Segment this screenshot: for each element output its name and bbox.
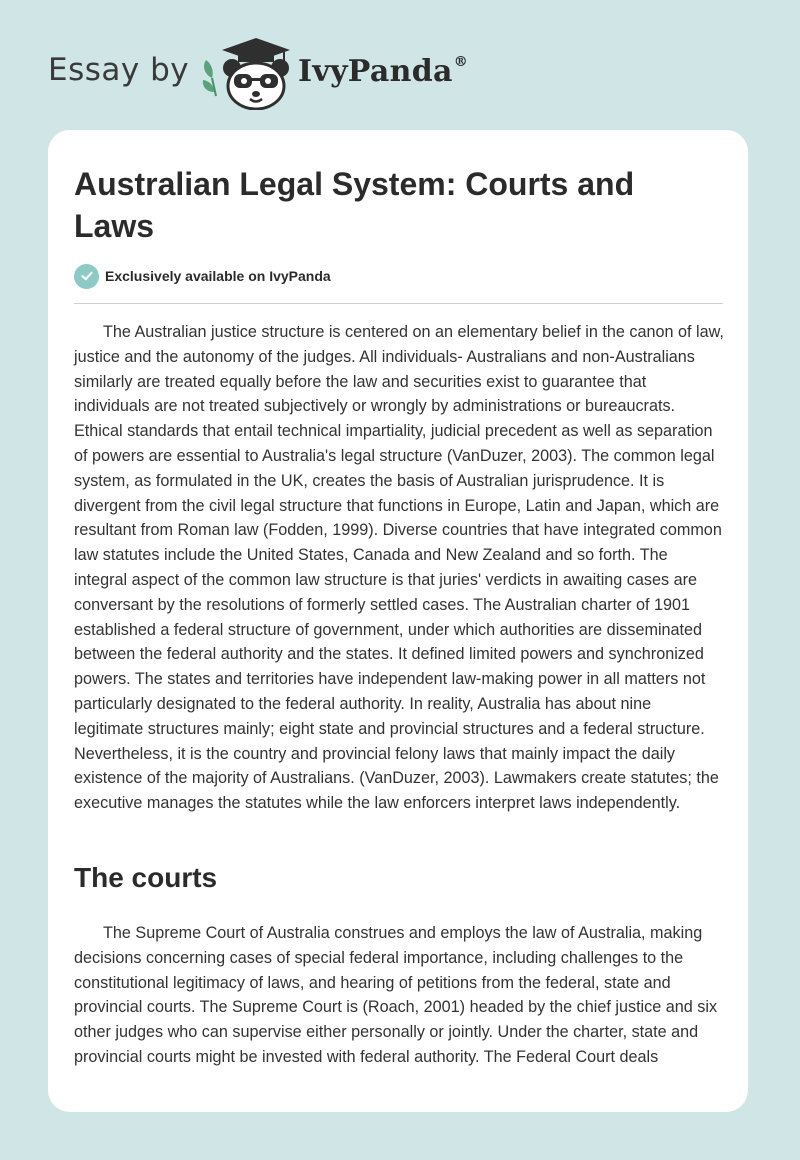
brand-prefix: Essay by [48, 52, 190, 88]
registered-mark: ® [453, 54, 469, 70]
brand-name[interactable] [298, 54, 468, 89]
panda-graduate-logo-icon[interactable] [200, 34, 294, 110]
section-heading: The courts [74, 862, 218, 893]
check-icon [74, 264, 99, 289]
divider [74, 303, 723, 304]
brand-name-text[interactable]: IvyPanda [298, 54, 453, 89]
exclusive-badge [74, 263, 331, 289]
article-card [48, 130, 748, 1112]
site-header [0, 0, 800, 130]
exclusive-label: Exclusively available on IvyPanda [105, 268, 331, 284]
article-title: Australian Legal System: Courts and Laws [74, 166, 635, 244]
article-paragraph: The Australian justice structure is centered on an elementary belief in the canon of law, justice and the autonomy of the judges. All individuals- Australians and non-Australians similarly are treated equally before the law and securities exist to guarantee that individuals are not treated subjectively or wrongly by administrations or bureaucrats. Ethical standards that entail technical impartiality, judicial precedent as well as separation of powers are essential to Australia's legal structure (VanDuzer, 2003). The common legal system, as formulated in the UK, creates the basis of Australian jurisprudence. It is divergent from the civil legal structure that functions in Europe, Latin and Japan, which are resultant from Roman law (Fodden, 1999). Diverse countries that have integrated common law statutes include the United States, Canada and New Zealand and so forth. The integral aspect of the common law structure is that juries' verdicts in awaiting cases are conversant by the resolutions of formerly settled cases. The Australian charter of 1901 established a federal structure of government, under which authorities are disseminated between the federal authority and the states. It defined limited powers and synchronized powers. The states and territories have independent law-making power in all matters not particularly designated to the federal authority. In reality, Australia has about nine legitimate structures mainly; eight state and provincial structures and a federal structure. Nevertheless, it is the country and provincial felony laws that mainly impact the daily existence of the majority of Australians. (VanDuzer, 2003). Lawmakers create statutes; the executive manages the statutes while the law enforcers interpret laws independently. [74, 323, 724, 813]
article-paragraph: The Supreme Court of Australia construes and employs the law of Australia, making decisions concerning cases of special federal importance, including challenges to the constitutional legitimacy of laws, and hearing of petitions from the federal, state and provincial courts. The Supreme Court is (Roach, 2001) headed by the chief justice and six other judges who can supervise either personally or jointly. Under the charter, state and provincial courts might be invested with federal authority. The Federal Court deals [74, 924, 718, 1066]
